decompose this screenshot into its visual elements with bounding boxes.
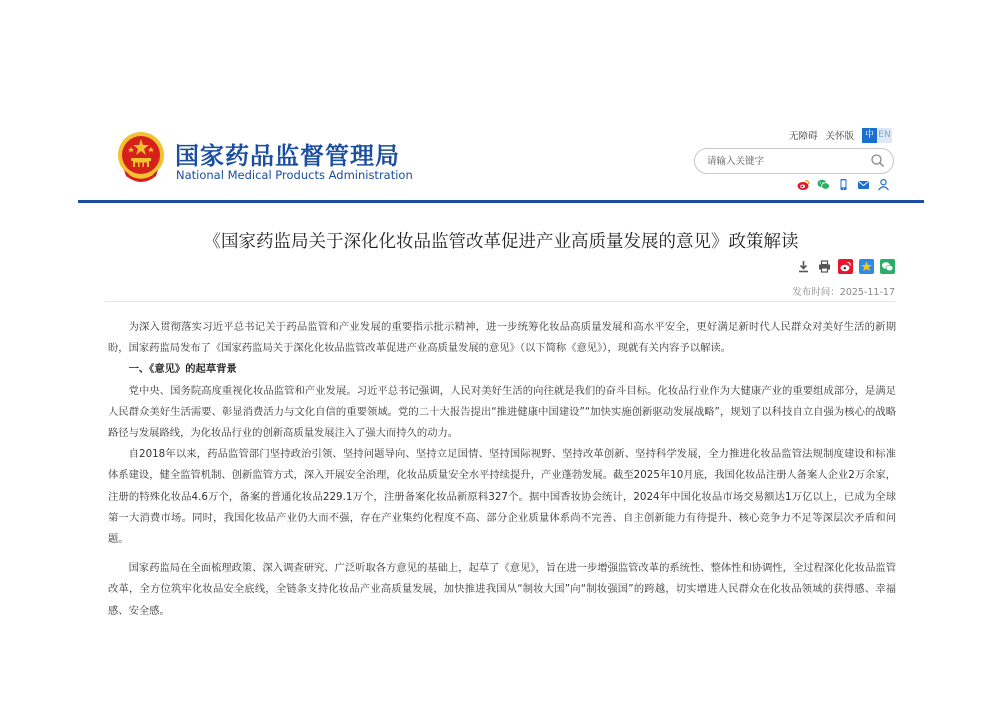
care-mode-link[interactable]: 关怀版	[825, 131, 854, 142]
accessibility-link[interactable]: 无障碍	[788, 131, 818, 142]
search-input[interactable]	[705, 152, 869, 170]
site-name-en[interactable]: National Medical Products Administration	[176, 168, 413, 182]
paragraph: 为深入贯彻落实习近平总书记关于药品监管和产业发展的重要指示批示精神，进一步统筹化妆品高质量发展和高水平安全，更好满足新时代人民群众对美好生活的新期盼，国家药监局发布了《国家药监局关于深化化妆品监管改革促进产业高质量发展的意见》（以下简称《意见》），现就有关内容予以解读。	[108, 321, 896, 355]
wechat-icon[interactable]	[817, 176, 830, 189]
site-name-cn[interactable]: 国家药品监督管理局	[175, 142, 400, 170]
mail-icon[interactable]	[857, 176, 870, 189]
section-heading: 一、《意见》的起草背景	[128, 363, 237, 376]
top-links	[789, 126, 892, 144]
weibo-share-icon[interactable]	[838, 259, 853, 274]
download-icon[interactable]	[796, 259, 811, 274]
weibo-icon[interactable]	[797, 176, 810, 189]
user-icon[interactable]	[877, 176, 890, 189]
site-header	[78, 118, 924, 202]
print-icon[interactable]	[817, 259, 832, 274]
national-emblem-icon[interactable]	[116, 130, 166, 184]
article-title: 《国家药监局关于深化化妆品监管改革促进产业高质量发展的意见》政策解读	[203, 232, 799, 252]
publish-date: 发布时间：2025-11-17	[792, 287, 895, 298]
mobile-icon[interactable]	[837, 176, 850, 189]
paragraph: 党中央、国务院高度重视化妆品监管和产业发展。习近平总书记强调，人民对美好生活的向往就是我们的奋斗目标。化妆品行业作为大健康产业的重要组成部分，是满足人民群众美好生活需要、彰显消费活力与文化自信的重要领域。党的二十大报告提出“推进健康中国建设”“加快实施创新驱动发展战略”，规划了以科技自立自强为核心的战略路径与发展路线，为化妆品行业的创新高质量发展注入了强大而持久的动力。	[108, 384, 896, 440]
title-divider	[105, 301, 895, 302]
article-body	[108, 317, 896, 622]
language-switch	[862, 128, 892, 143]
lang-cn-button[interactable]: 中	[862, 128, 877, 143]
paragraph: 自2018年以来，药品监管部门坚持政治引领、坚持问题导向、坚持立足国情、坚持国际视野、坚持改革创新、坚持科学发展，全力推进化妆品监管法规制度建设和标准体系建设，健全监管机制、创新监管方式，深入开展安全治理，化妆品质量安全水平持续提升，产业蓬勃发展。截至2025年10月底，我国化妆品注册人备案人企业2万余家，注册的特殊化妆品4.6万个，备案的普通化妆品229.1万个，注册备案化妆品新原料327个。据中国香妆协会统计，2024年中国化妆品市场交易额达1万亿以上，已成为全球第一大消费市场。同时，我国化妆品产业仍大而不强，存在产业集约化程度不高、部分企业质量体系尚不完善、自主创新能力有待提升、核心竞争力不足等深层次矛盾和问题。	[108, 448, 896, 546]
search-icon[interactable]	[870, 153, 885, 168]
wechat-share-icon[interactable]	[880, 259, 895, 274]
social-links	[797, 176, 890, 189]
article-tools	[796, 259, 895, 274]
qzone-share-icon[interactable]	[859, 259, 874, 274]
search-box	[694, 148, 894, 174]
paragraph: 国家药监局在全面梳理政策、深入调查研究、广泛听取各方意见的基础上，起草了《意见》，旨在进一步增强监管改革的系统性、整体性和协调性，全过程深化化妆品监管改革，全方位筑牢化妆品安全底线，全链条支持化妆品产业高质量发展，加快推进我国从“制妆大国”向“制妆强国”的跨越，切实增进人民群众在化妆品领域的获得感、幸福感、安全感。	[108, 562, 896, 617]
header-divider	[78, 200, 924, 203]
lang-en-button[interactable]: EN	[877, 128, 892, 143]
